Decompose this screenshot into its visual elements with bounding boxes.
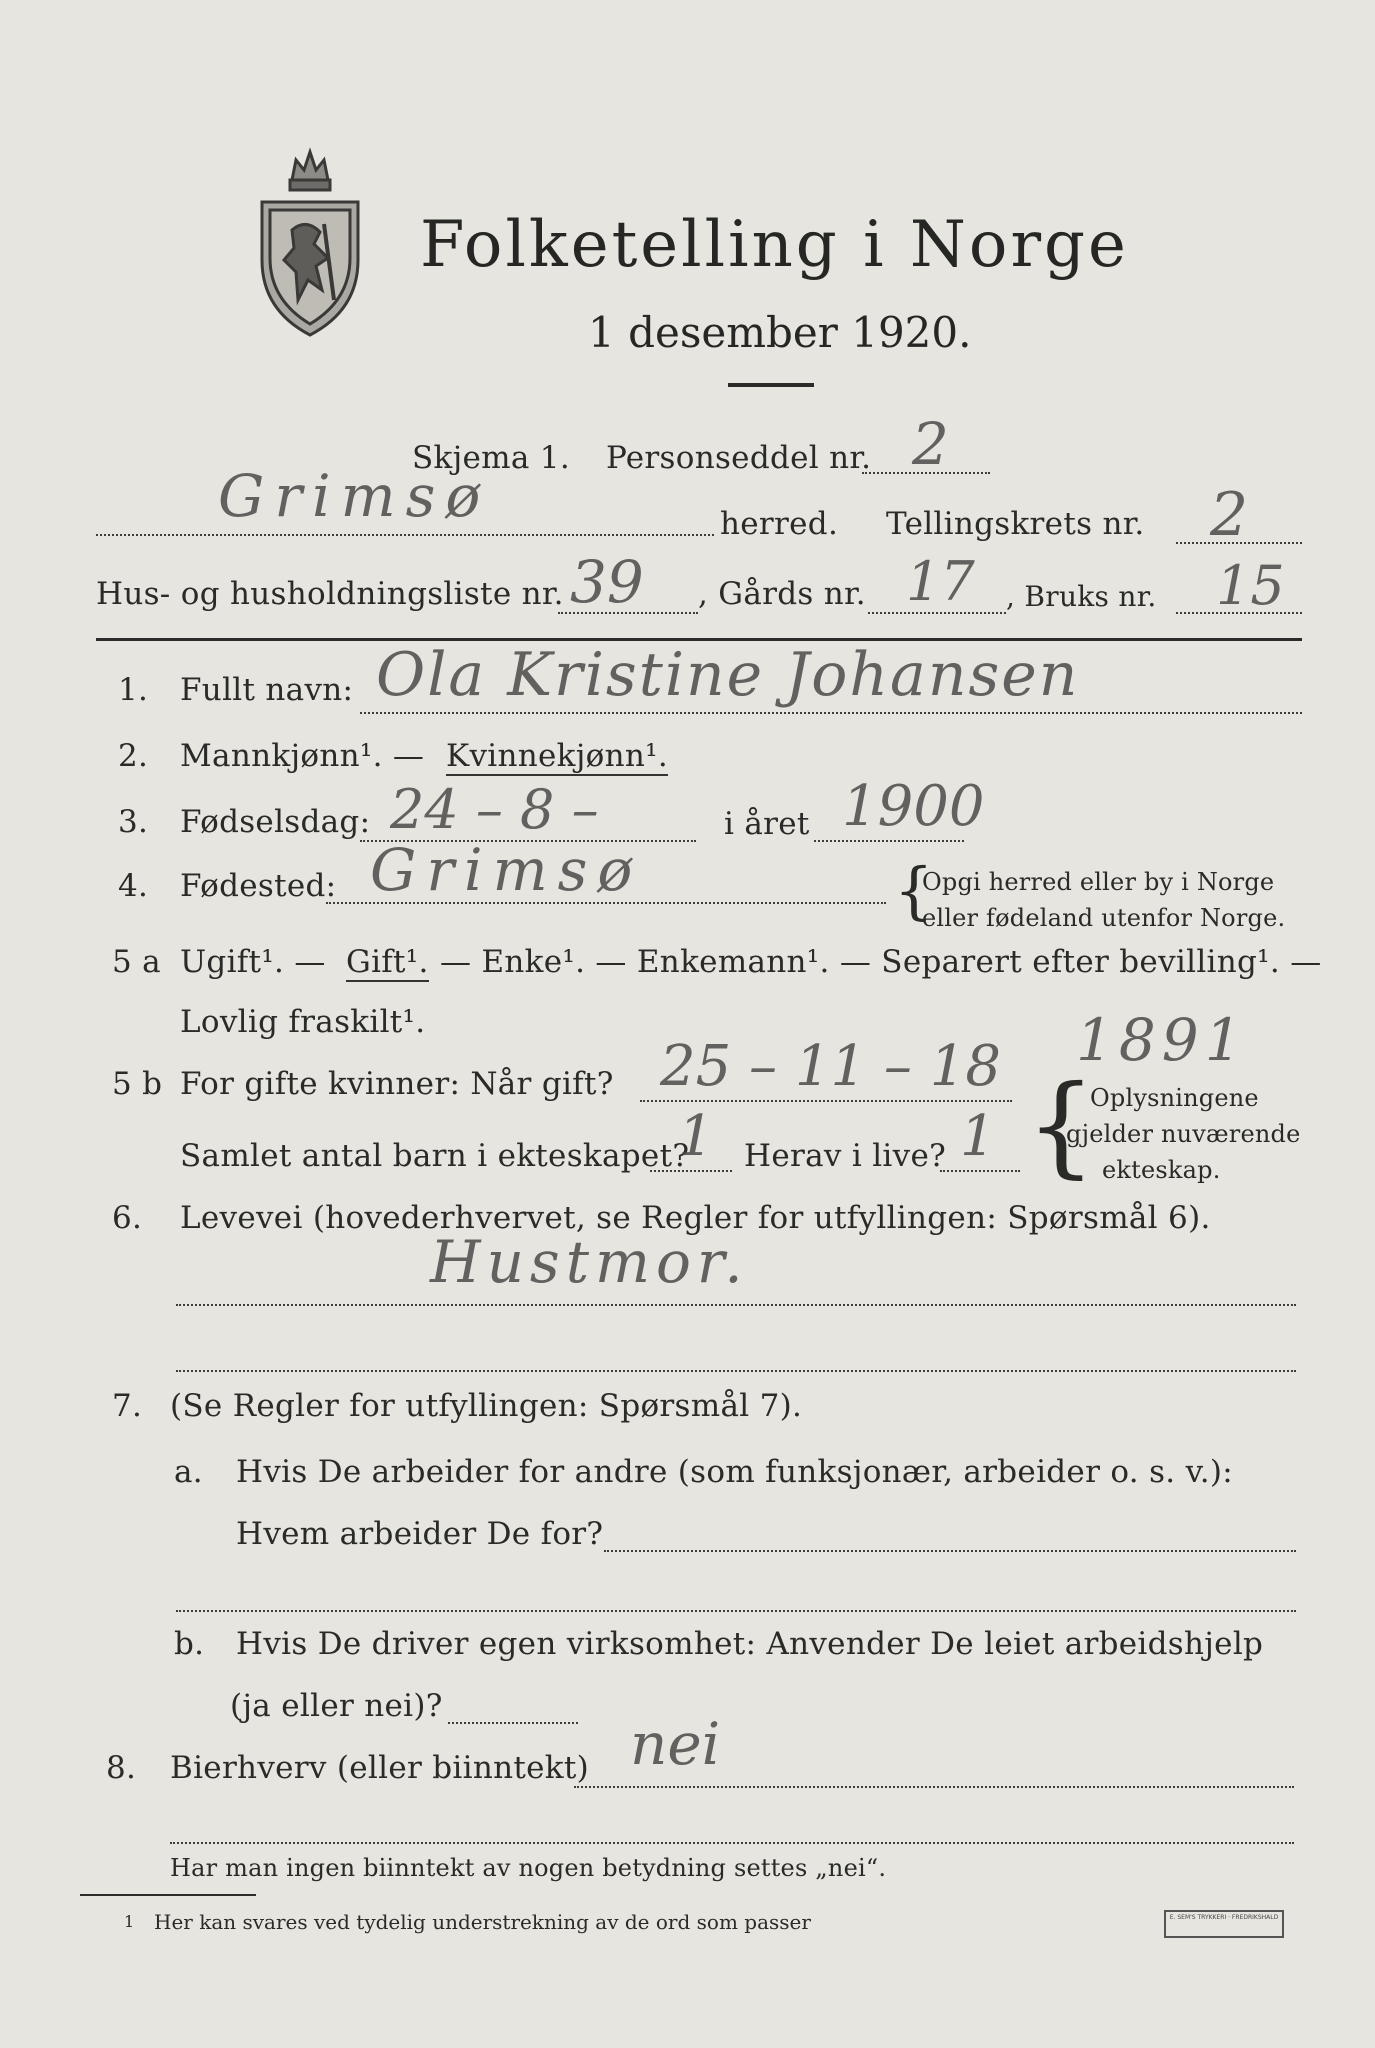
q4-number: 4.	[118, 868, 149, 904]
printer-stamp: E. SEM'S TRYKKERI · FREDRIKSHALD	[1164, 1910, 1284, 1938]
q5b-note-2: gjelder nuværende	[1066, 1120, 1301, 1148]
q5b-live-line	[940, 1170, 1020, 1172]
q2-number: 2.	[118, 738, 149, 774]
footnote-number: 1	[124, 1912, 135, 1931]
bruks-label: , Bruks nr.	[1006, 580, 1157, 613]
footnote-rule	[80, 1894, 256, 1896]
q5b-barn-value: 1	[678, 1104, 714, 1169]
q5a-year-note: 1891	[1076, 1006, 1248, 1074]
q7-label: (Se Regler for utfyllingen: Spørsmål 7).	[170, 1388, 803, 1424]
title-divider	[728, 383, 814, 387]
q3-label: Fødselsdag:	[180, 804, 371, 840]
q3-year-label: i året	[724, 806, 810, 842]
skjema-label: Skjema 1.	[412, 440, 570, 476]
q5a-number: 5 a	[112, 944, 161, 980]
q3-number: 3.	[118, 804, 149, 840]
q7b-text: Hvis De driver egen virksomhet: Anvender De leiet arbeidshjelp	[236, 1626, 1264, 1662]
husholdning-value: 39	[570, 548, 644, 616]
q3-year-value: 1900	[842, 774, 985, 839]
q7b-question: (ja eller nei)?	[230, 1688, 443, 1724]
q1-line	[360, 712, 1302, 714]
gards-label: , Gårds nr.	[698, 576, 866, 612]
q4-label: Fødested:	[180, 868, 337, 904]
husholdning-label: Hus- og husholdningsliste nr.	[96, 576, 564, 612]
bruks-value: 15	[1216, 554, 1285, 617]
q7a-line-1	[604, 1550, 1296, 1552]
q7a-text: Hvis De arbeider for andre (som funksjonær, arbeider o. s. v.):	[236, 1454, 1234, 1490]
tellingskrets-label: Tellingskrets nr.	[886, 506, 1145, 542]
q4-note-2: eller fødeland utenfor Norge.	[922, 904, 1286, 932]
q5b-label: For gifte kvinner: Når gift?	[180, 1066, 614, 1102]
q5a-options: — Enke¹. — Enkemann¹. — Separert efter bevilling¹. —	[440, 944, 1322, 980]
q8-number: 8.	[106, 1750, 137, 1786]
q7-number: 7.	[112, 1388, 143, 1424]
herred-value: Grimsø	[218, 462, 491, 530]
q8-line-1	[574, 1786, 1294, 1788]
q7b-letter: b.	[174, 1626, 205, 1662]
q5b-live-value: 1	[960, 1104, 996, 1169]
q5b-number: 5 b	[112, 1066, 163, 1102]
q4-brace: {	[894, 854, 934, 927]
q5a-fraskilt: Lovlig fraskilt¹.	[180, 1004, 426, 1040]
tellingskrets-value: 2	[1210, 480, 1249, 550]
census-date: 1 desember 1920.	[588, 308, 972, 357]
q7a-question: Hvem arbeider De for?	[236, 1516, 604, 1552]
q5b-barn-line	[650, 1170, 732, 1172]
q5b-barn-label: Samlet antal barn i ekteskapet?	[180, 1138, 690, 1174]
personseddel-value: 2	[912, 410, 949, 478]
q6-value: Hustmor.	[430, 1228, 749, 1296]
q8-value: nei	[630, 1710, 721, 1778]
q4-value: Grimsø	[370, 836, 643, 904]
personseddel-label: Personseddel nr.	[606, 440, 872, 476]
footer-note: Har man ingen biinntekt av nogen betydning settes „nei“.	[170, 1854, 887, 1882]
q7a-line-2	[176, 1610, 1296, 1612]
q6-line-1	[176, 1304, 1296, 1306]
q1-label: Fullt navn:	[180, 672, 354, 708]
q5b-note-3: ekteskap.	[1102, 1156, 1221, 1184]
page-title: Folketelling i Norge	[420, 208, 1129, 282]
q5b-line	[640, 1100, 1012, 1102]
q7a-letter: a.	[174, 1454, 203, 1490]
q2-mann: Mannkjønn¹. —	[180, 738, 425, 774]
coat-of-arms-icon	[250, 140, 370, 340]
q1-value: Ola Kristine Johansen	[376, 640, 1080, 710]
q2-kvinne-underlined: Kvinnekjønn¹.	[446, 738, 669, 774]
q6-number: 6.	[112, 1200, 143, 1236]
q4-note-1: Opgi herred eller by i Norge	[922, 868, 1275, 896]
q8-line-2	[170, 1842, 1294, 1844]
footnote-text: Her kan svares ved tydelig understrekning av de ord som passer	[154, 1910, 811, 1934]
q5a-gift-underlined: Gift¹.	[346, 944, 429, 980]
herred-line	[96, 534, 714, 536]
q8-label: Bierhverv (eller biinntekt)	[170, 1750, 590, 1786]
q6-label: Levevei (hovederhvervet, se Regler for utfyllingen: Spørsmål 6).	[180, 1200, 1211, 1236]
q1-number: 1.	[118, 672, 149, 708]
q5a-ugift: Ugift¹. —	[180, 944, 326, 980]
herred-label: herred.	[720, 506, 839, 542]
q3-year-line	[814, 840, 964, 842]
gards-value: 17	[906, 550, 975, 613]
q5b-value: 25 – 11 – 18	[660, 1034, 1001, 1099]
q5b-note-1: Oplysningene	[1090, 1084, 1259, 1112]
q6-line-2	[176, 1370, 1296, 1372]
q7b-line	[448, 1722, 578, 1724]
q3-value: 24 – 8 –	[390, 778, 599, 841]
q5b-live-label: Herav i live?	[744, 1138, 947, 1174]
q5b-brace: {	[1026, 1061, 1096, 1189]
